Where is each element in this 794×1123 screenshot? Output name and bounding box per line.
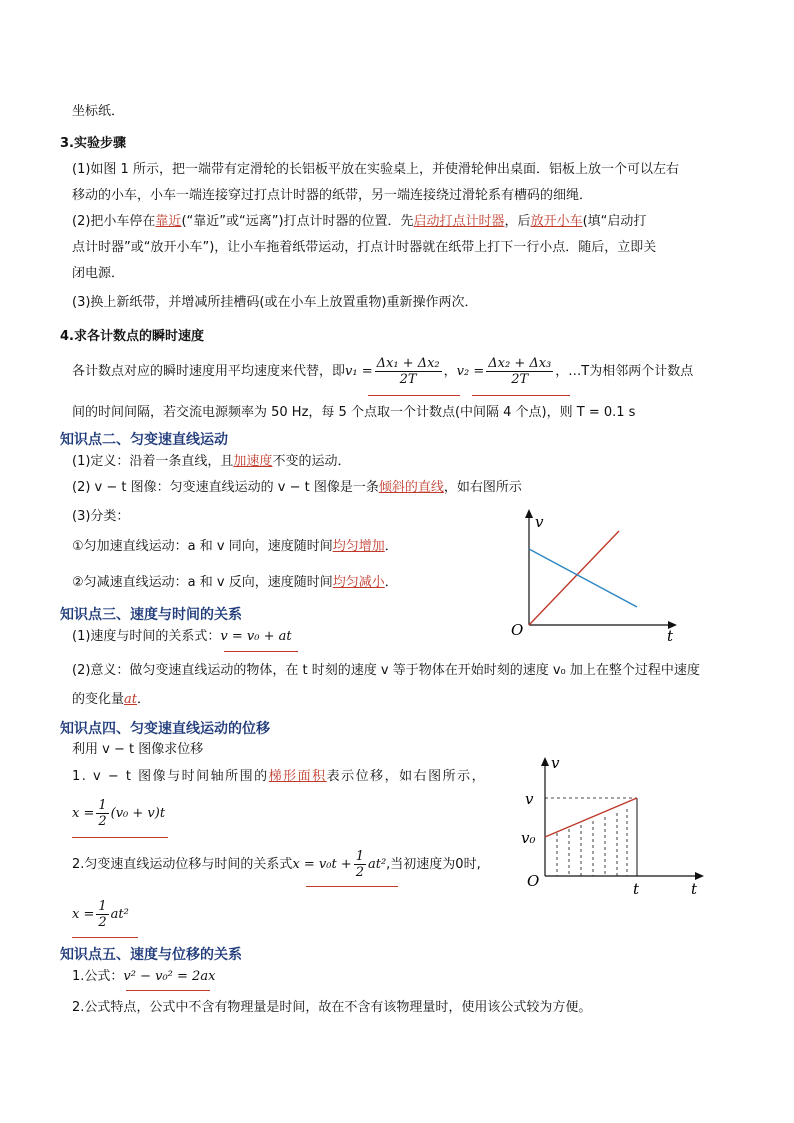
kp4-f1-num: 1	[98, 798, 107, 813]
y-axis-label: v	[535, 513, 544, 531]
kp5-formula-line	[72, 968, 215, 986]
kp2-decelerating	[72, 574, 398, 592]
kp2-vt-text-a: (2) v − t 图像：匀变速直线运动的 v − t 图像是一条	[72, 480, 379, 495]
step2-text-b: (“靠近”或“远离”)打点计时器的位置．先	[181, 214, 414, 229]
v2-symbol: v₂ =	[456, 364, 485, 379]
kp4-p2-x: x = v₀t +	[292, 857, 352, 872]
kp3-title: 知识点三、速度与时间的关系	[60, 607, 242, 623]
y-axis-arrow	[541, 757, 549, 766]
kp4-f3-fraction	[96, 899, 108, 930]
x-axis-label: t	[667, 627, 674, 645]
velocity-note-line: 间的时间间隔，若交流电源频率为 50 Hz，每 5 个点取一个计数点(中间隔 4 个点)，则 T = 0.1 s	[72, 405, 636, 420]
kp2-acc-text-b: ．	[384, 539, 398, 554]
answer-underline-displacement3	[72, 937, 138, 938]
step2-line2: 点计时器”或“放开小车”)，让小车拖着纸带运动，打点计时器就在纸带上打下一行小点．随后，立即关	[72, 240, 657, 255]
kp4-point2	[72, 848, 481, 882]
step2-text-c: ，后	[504, 214, 531, 229]
velocity-text-a: 各计数点对应的瞬时速度用平均速度来代替，即	[72, 364, 346, 379]
kp2-definition	[72, 453, 350, 471]
kp4-f1-den: 2	[98, 814, 107, 829]
step1-line2: 移动的小车，小车一端连接穿过打点计时器的纸带，另一端连接绕过滑轮系有槽码的细绳．	[72, 188, 593, 203]
kp2-vt-line	[72, 479, 522, 497]
kp4-intro: 利用 v − t 图像求位移	[72, 742, 204, 757]
t-mark-label: t	[633, 880, 640, 898]
kp2-title: 知识点二、匀变速直线运动	[60, 432, 228, 448]
kp4-f3-den: 2	[98, 915, 107, 930]
kp3-formula: v = v₀ + at	[220, 629, 292, 644]
answer-start-timer: 启动打点计时器	[413, 214, 505, 229]
kp5-p1-text: 1.公式：	[72, 969, 124, 984]
section-heading-instant-velocity: 4.求各计数点的瞬时速度	[60, 329, 204, 344]
answer-uniform-increase: 均匀增加	[332, 539, 385, 554]
step2-line3: 闭电源．	[72, 266, 125, 281]
kp3-relation	[72, 628, 292, 646]
kp4-p2-num: 1	[355, 849, 364, 864]
area-hatching	[557, 809, 627, 876]
y-axis-arrow	[525, 509, 533, 518]
kp2-def-text-b: 不变的运动．	[272, 454, 351, 469]
velocity-formula-line	[72, 354, 693, 390]
answer-inclined-line: 倾斜的直线	[378, 480, 444, 495]
kp2-dec-text-a: ②匀减速直线运动：a 和 v 反向，速度随时间	[72, 575, 333, 590]
answer-kaojin: 靠近	[155, 214, 182, 229]
answer-underline-velocity-formula	[224, 651, 298, 652]
kp5-title: 知识点五、速度与位移的关系	[60, 947, 242, 963]
kp2-acc-text-a: ①匀加速直线运动：a 和 v 同向，速度随时间	[72, 539, 333, 554]
kp4-point1	[72, 768, 486, 786]
v2-denominator: 2T	[511, 372, 529, 387]
kp5-feature: 2.公式特点，公式中不含有物理量是时间，故在不含有该物理量时，使用该公式较为方便。	[72, 1000, 592, 1015]
kp4-f3-num: 1	[98, 899, 107, 914]
kp4-p2-text-b: ,当初速度为0时,	[386, 857, 481, 872]
kp4-f3-at: at²	[110, 907, 129, 922]
velocity-line	[545, 798, 637, 837]
x-axis-label: t	[691, 880, 698, 898]
kp2-def-text-a: (1)定义：沿着一条直线，且	[72, 454, 234, 469]
kp2-dec-text-b: ．	[384, 575, 398, 590]
line-increasing	[529, 531, 619, 625]
answer-uniform-decrease: 均匀减小	[332, 575, 385, 590]
kp3-meaning-line2	[72, 691, 150, 709]
answer-trapezoid-area: 梯形面积	[268, 769, 327, 784]
step2-line1	[72, 213, 646, 231]
answer-underline-displacement1	[72, 837, 168, 838]
kp2-vt-text-b: ，如右图所示	[443, 480, 522, 495]
v-label: v	[525, 790, 534, 808]
kp2-classification: (3)分类：	[72, 509, 130, 524]
kp5-formula: v² − v₀² = 2ax	[123, 969, 216, 984]
vt-graph-trapezoid	[515, 752, 710, 902]
answer-underline-displacement2	[306, 886, 398, 887]
step2-text-d: (填“启动打	[582, 214, 647, 229]
v1-fraction	[375, 356, 442, 387]
step2-text-a: (2)把小车停在	[72, 214, 156, 229]
v2-numerator: Δx₂ + Δx₃	[488, 356, 552, 371]
kp4-p2-den: 2	[355, 865, 364, 880]
line-decreasing	[529, 549, 637, 607]
kp4-f1-rest: (v₀ + v)t	[110, 806, 166, 821]
v1-numerator: Δx₁ + Δx₂	[376, 356, 440, 371]
kp2-accelerating	[72, 538, 398, 556]
kp4-p1-text-a: 1. v − t 图像与时间轴所围的	[72, 769, 269, 784]
v1-denominator: 2T	[399, 372, 417, 387]
kp3-mean-text-a: 的变化量	[72, 692, 125, 707]
vt-graph-linear	[505, 505, 685, 645]
kp4-formula3	[72, 898, 129, 932]
step3-line: (3)换上新纸带，并增减所挂槽码(或在小车上放置重物)重新操作两次．	[72, 295, 478, 310]
kp4-p2-at: at²	[367, 857, 387, 872]
answer-underline-kp5	[126, 990, 210, 991]
kp4-p2-text-a: 2.匀变速直线运动位移与时间的关系式	[72, 857, 293, 872]
answer-release-cart: 放开小车	[530, 214, 583, 229]
velocity-text-b: ，…T为相邻两个计数点	[555, 364, 694, 379]
kp4-p1-text-b: 表示位移，如右图所示，	[326, 769, 487, 784]
answer-underline-v2	[472, 395, 570, 396]
answer-underline-v1	[368, 395, 460, 396]
section-heading-steps: 3.实验步骤	[60, 136, 126, 151]
kp4-f1-x: x =	[72, 806, 95, 821]
kp4-formula1	[72, 797, 165, 831]
kp4-f1-fraction	[96, 798, 108, 829]
kp3-mean-text-b: ．	[137, 692, 151, 707]
origin-label: O	[511, 621, 524, 639]
step1-line1: (1)如图 1 所示，把一端带有定滑轮的长铝板平放在实验桌上，并使滑轮伸出桌面．铝板上放一个可以左右	[72, 162, 679, 177]
kp4-title: 知识点四、匀变速直线运动的位移	[60, 721, 270, 737]
intro-fragment: 坐标纸．	[72, 104, 125, 119]
v0-label: v₀	[521, 829, 536, 847]
v1-symbol: v₁ =	[345, 364, 373, 379]
origin-label: O	[527, 872, 540, 890]
formula-separator: ，	[443, 364, 457, 379]
v2-fraction	[486, 356, 553, 387]
answer-acceleration: 加速度	[233, 454, 273, 469]
kp4-f3-x: x =	[72, 907, 95, 922]
x-axis-arrow	[695, 872, 704, 880]
kp3-rel-text: (1)速度与时间的关系式：	[72, 629, 221, 644]
kp3-meaning-line1: (2)意义：做匀变速直线运动的物体，在 t 时刻的速度 v 等于物体在开始时刻的速度 v₀ 加上在整个过程中速度	[72, 663, 700, 678]
y-axis-label: v	[551, 754, 560, 772]
kp4-p2-fraction	[354, 849, 366, 880]
answer-at: at	[124, 692, 137, 707]
